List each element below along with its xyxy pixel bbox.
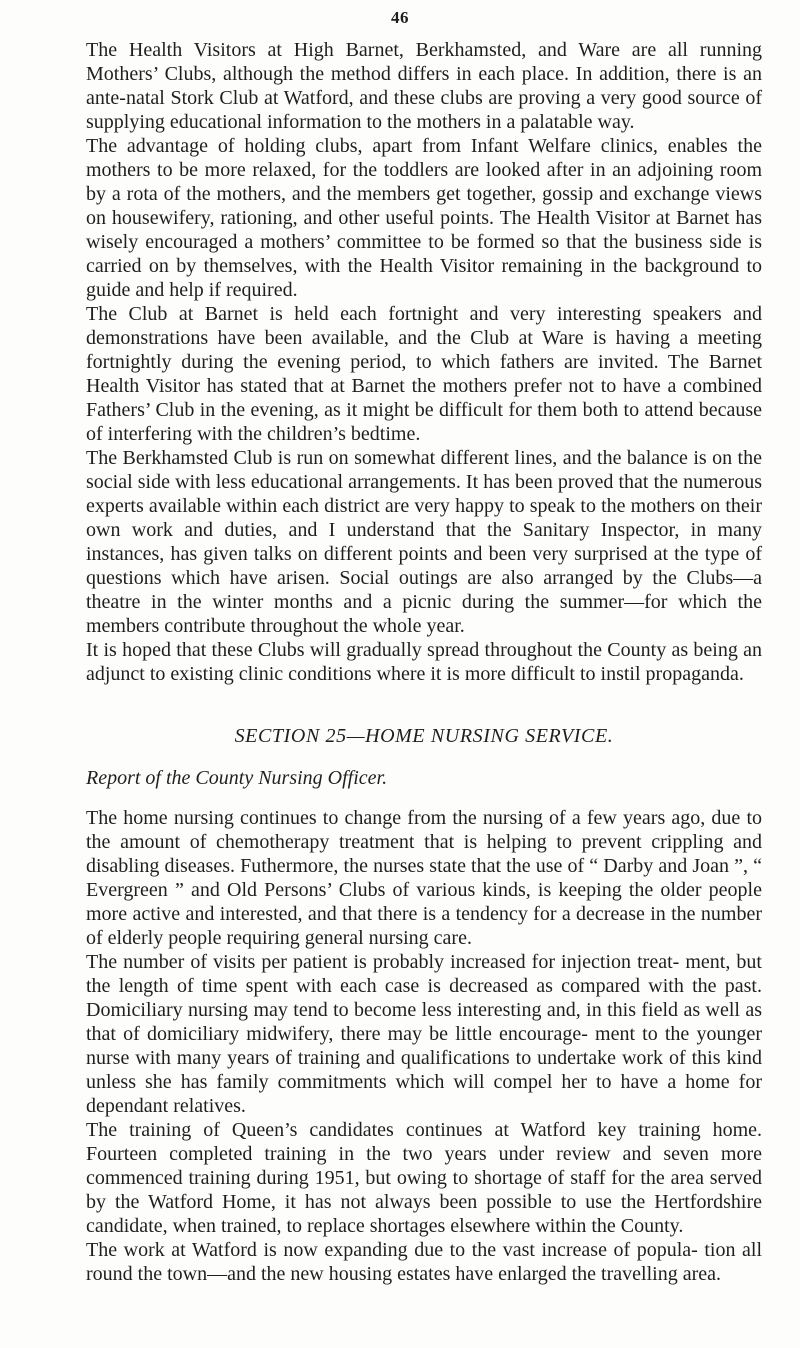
body-paragraph: The advantage of holding clubs, apart from Infant Welfare clinics, enables the mothers to be more relaxed, for the toddlers are looked after in an adjoining room by a rota of the mothers, and the members get together, gossip and exchange views on housewifery, rationing, and other useful points. The Health Visitor at Barnet has wisely encouraged a mothers’ committee to be formed so that the business side is carried on by themselves, with the Health Visitor remaining in the background to guide and help if required.: [86, 135, 762, 301]
section-heading: SECTION 25—HOME NURSING SERVICE.: [234, 725, 614, 747]
body-paragraph: It is hoped that these Clubs will gradually spread throughout the County as being an adjunct to existing clinic conditions where it is more difficult to instil propaganda.: [86, 639, 762, 685]
page-content: [86, 38, 762, 1286]
page-number: 46: [391, 8, 409, 27]
report-subheading: Report of the County Nursing Officer.: [86, 767, 388, 789]
section-paragraph: The training of Queen’s candidates continues at Watford key training home. Fourteen completed training in the two years under review and seven more commenced training during 1951, but owing to shortage of staff for the area served by the Watford Home, it has not always been possible to use the Hertfordshire candidate, when trained, to replace shortages elsewhere within the County.: [86, 1119, 762, 1237]
body-paragraph: The Health Visitors at High Barnet, Berkhamsted, and Ware are all running Mothers’ Clubs, although the method differs in each place. In addition, there is an ante-natal Stork Club at Watford, and these clubs are proving a very good source of supplying educational information to the mothers in a palatable way.: [86, 39, 762, 133]
body-paragraph: The Club at Barnet is held each fortnight and very interesting speakers and demonstrations have been available, and the Club at Ware is having a meeting fortnightly during the evening period, to which fathers are invited. The Barnet Health Visitor has stated that at Barnet the mothers prefer not to have a combined Fathers’ Club in the evening, as it might be difficult for them both to attend because of interfering with the children’s bedtime.: [86, 303, 762, 445]
body-paragraph: The Berkhamsted Club is run on somewhat different lines, and the balance is on the social side with less educational arrangements. It has been proved that the numerous experts available within each district are very happy to speak to the mothers on their own work and duties, and I understand that the Sanitary Inspector, in many instances, has given talks on different points and been very surprised at the type of questions which have arisen. Social outings are also arranged by the Clubs—a theatre in the winter months and a picnic during the summer—for which the members contribute throughout the whole year.: [86, 447, 762, 637]
section-paragraph: The number of visits per patient is probably increased for injection treat- ment, but the length of time spent with each case is decreased as compared with the past. Domiciliary nursing may tend to become less interesting and, in this field as well as that of domiciliary midwifery, there may be little encourage- ment to the younger nurse with many years of training and qualifications to undertake work of this kind unless she has family commitments which will compel her to have a home for dependant relatives.: [86, 951, 762, 1117]
section-paragraph: The work at Watford is now expanding due to the vast increase of popula- tion all round the town—and the new housing estates have enlarged the travelling area.: [86, 1239, 762, 1285]
section-paragraph: The home nursing continues to change from the nursing of a few years ago, due to the amount of chemotherapy treatment that is helping to prevent crippling and disabling diseases. Futhermore, the nurses state that the use of “ Darby and Joan ”, “ Evergreen ” and Old Persons’ Clubs of various kinds, is keeping the older people more active and interested, and that there is a tendency for a decrease in the number of elderly people requiring general nursing care.: [86, 807, 762, 949]
